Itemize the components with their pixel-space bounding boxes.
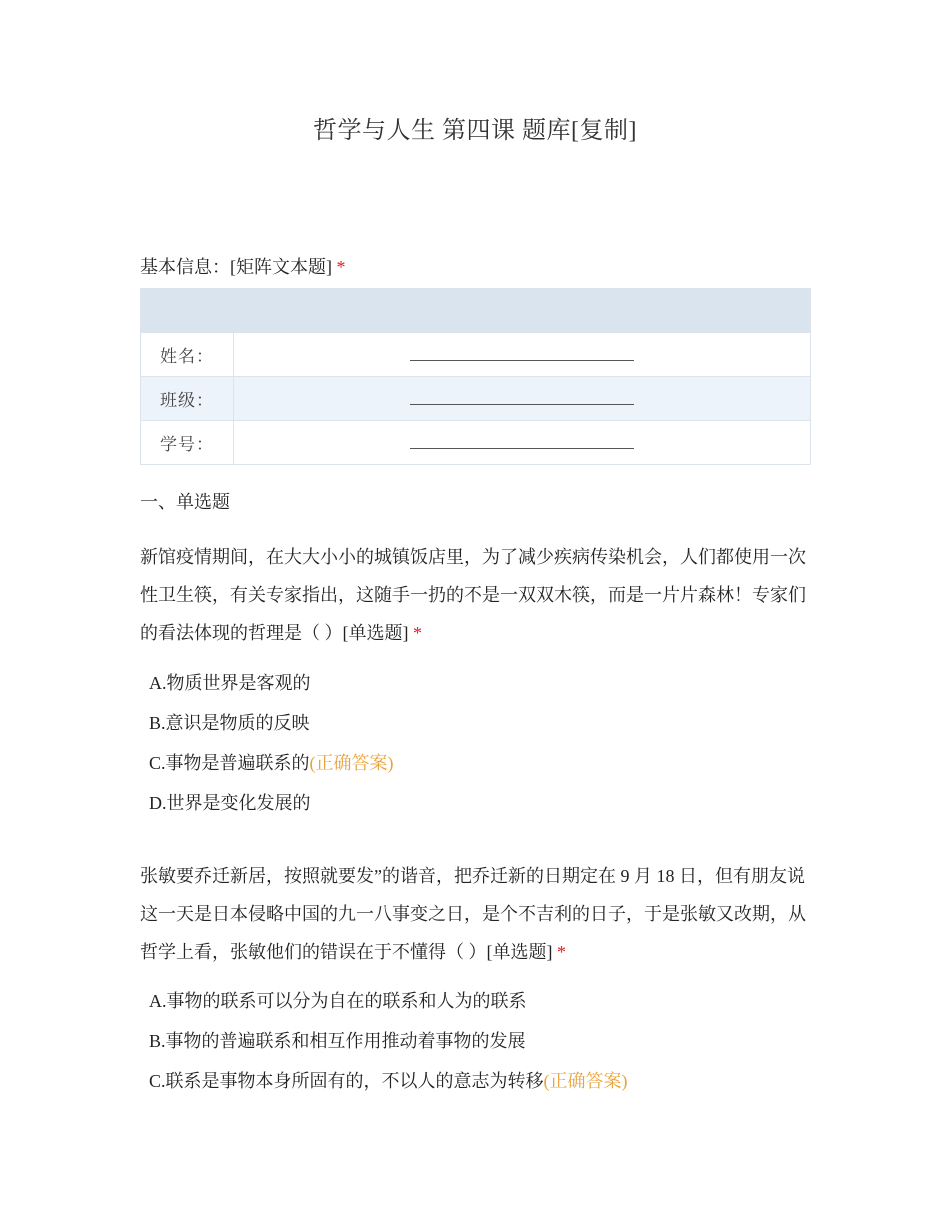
option-text: C.联系是事物本身所固有的，不以人的意志为转移 [149,1071,544,1091]
matrix-header-row [141,289,811,333]
question-2-body: 张敏要乔迁新居，按照就要发”的谐音，把乔迁新的日期定在 9 月 18 日，但有朋友说这一天是日本侵略中国的九一八事变之日，是个不吉利的日子，于是张敏又改期，从哲学上看，张敏他们的错误在于不懂得（ ）[单选题] [140,866,806,962]
basic-info-label [140,253,346,279]
option-text: B.意识是物质的反映 [149,713,310,733]
basic-info-matrix [140,288,811,465]
question-1-option-b[interactable] [149,709,310,735]
required-mark: * [557,942,566,962]
correct-answer-tag: (正确答案) [543,1071,628,1091]
required-mark: * [413,623,422,643]
matrix-row-student-id [141,421,811,465]
class-input-line[interactable] [410,394,634,405]
question-1-option-d[interactable] [149,789,311,815]
name-input-cell[interactable] [234,333,811,377]
option-text: A.物质世界是客观的 [149,673,311,693]
name-input-line[interactable] [410,350,634,361]
option-text: D.世界是变化发展的 [149,793,311,813]
student-id-input-cell[interactable] [234,421,811,465]
question-2-option-a[interactable] [149,987,527,1013]
question-1-text [140,538,815,652]
matrix-row-class [141,377,811,421]
question-2-option-b[interactable] [149,1027,526,1053]
class-input-cell[interactable] [234,377,811,421]
question-1-body: 新馆疫情期间，在大大小小的城镇饭店里，为了减少疾病传染机会，人们都使用一次性卫生筷，有关专家指出，这随手一扔的不是一双双木筷，而是一片片森林！专家们的看法体现的哲理是（ ）[单选题] [140,547,806,643]
question-1-option-a[interactable] [149,669,311,695]
student-id-input-line[interactable] [410,438,634,449]
matrix-row-label: 姓名： [141,333,234,377]
option-text: A.事物的联系可以分为自在的联系和人为的联系 [149,991,527,1011]
correct-answer-tag: (正确答案) [309,753,394,773]
question-2-text [140,857,815,971]
option-text: B.事物的普遍联系和相互作用推动着事物的发展 [149,1031,526,1051]
matrix-header-column [234,289,811,333]
matrix-row-name [141,333,811,377]
page-title: 哲学与人生 第四课 题库[复制] [313,118,637,144]
section-heading: 一、单选题 [140,492,230,512]
matrix-header-corner [141,289,234,333]
required-mark: * [336,257,346,277]
question-1-option-c[interactable] [149,749,394,775]
option-text: C.事物是普遍联系的 [149,753,310,773]
matrix-row-label: 学号： [141,421,234,465]
matrix-row-label: 班级： [141,377,234,421]
question-2-option-c[interactable] [149,1067,628,1093]
basic-info-label-text: 基本信息：[矩阵文本题] [140,257,332,277]
